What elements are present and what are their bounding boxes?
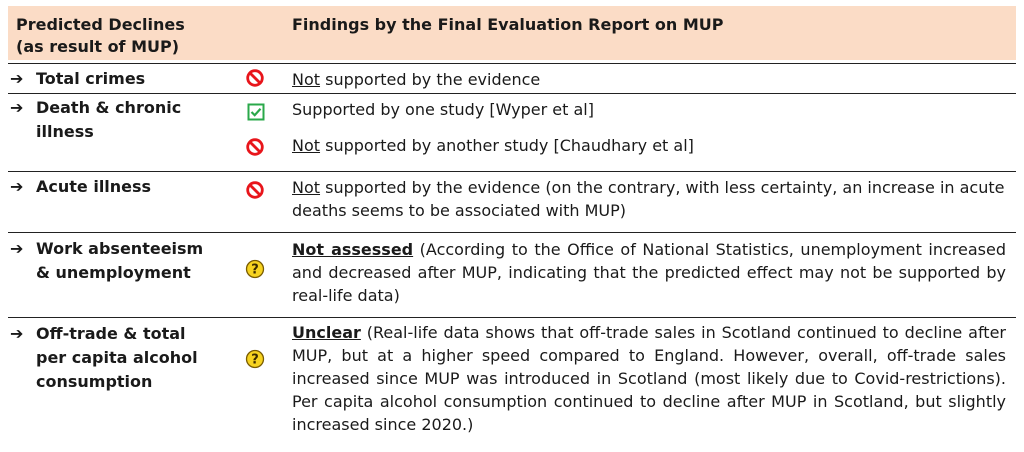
category-label: per capita alcohol — [36, 348, 198, 367]
arrow-icon: ➔ — [10, 177, 24, 196]
finding-lead: Not — [292, 178, 321, 197]
finding-text: Supported by one study [Wyper et al] — [292, 100, 594, 119]
finding-death-not-supported — [292, 134, 1006, 157]
svg-text:?: ? — [251, 352, 259, 368]
arrow-icon: ➔ — [10, 324, 24, 343]
row-separator — [8, 171, 1016, 172]
category-label: consumption — [36, 372, 153, 391]
finding-off-trade — [292, 321, 1006, 436]
finding-lead: Not — [292, 70, 321, 89]
category-label: Death & chronic — [36, 98, 182, 117]
category-label: Work absenteeism — [36, 239, 204, 258]
category-acute-illness — [10, 175, 151, 199]
finding-text: supported by the evidence — [320, 70, 541, 89]
arrow-icon: ➔ — [10, 239, 24, 258]
finding-text: supported by another study [Chaudhary et al] — [320, 136, 694, 155]
category-death-chronic-illness — [10, 96, 181, 144]
row-separator — [8, 317, 1016, 318]
finding-work-absenteeism — [292, 238, 1006, 307]
finding-text: (According to the Office of National Statistics, unemployment increased and decreased after MUP, indicating that the predicted effect may not be supported by real-life data) — [292, 240, 1006, 305]
category-label: Acute illness — [36, 177, 152, 196]
checkbox-icon — [246, 102, 266, 122]
finding-text: (Real-life data shows that off-trade sales in Scotland continued to decline after MUP, but at a higher speed compared to England. However, overall, off-trade sales increased since MUP was introduced in Scotland (most likely due to Covid-restrictions). Per capita alcohol consumption continued to decline after MUP in Scotland, but slightly increased since 2020.) — [292, 323, 1006, 434]
prohibited-icon — [245, 137, 265, 157]
finding-acute-illness — [292, 176, 1006, 222]
question-icon — [245, 349, 265, 369]
category-label: illness — [36, 122, 94, 141]
row-separator — [8, 63, 1016, 64]
category-label: Off-trade & total — [36, 324, 186, 343]
arrow-icon: ➔ — [10, 69, 24, 88]
prohibited-icon — [245, 68, 265, 88]
header-col1-line2: (as result of MUP) — [16, 37, 180, 56]
header-predicted-declines — [16, 14, 185, 58]
category-work-absenteeism — [10, 237, 203, 285]
category-total-crimes — [10, 67, 145, 91]
finding-total-crimes — [292, 68, 1006, 91]
table-header — [8, 6, 1016, 60]
finding-text: supported by the evidence (on the contrary, with less certainty, an increase in acute deaths seems to be associated with MUP) — [292, 178, 1005, 220]
category-label: Total crimes — [36, 69, 146, 88]
finding-lead: Unclear — [292, 323, 361, 342]
arrow-icon: ➔ — [10, 98, 24, 117]
finding-lead: Not assessed — [292, 240, 414, 259]
row-separator — [8, 93, 1016, 94]
row-separator — [8, 232, 1016, 233]
finding-lead: Not — [292, 136, 321, 155]
header-col1-line1: Predicted Declines — [16, 15, 185, 34]
prohibited-icon — [245, 180, 265, 200]
category-label: & unemployment — [36, 263, 191, 282]
header-findings: Findings by the Final Evaluation Report on MUP — [292, 15, 724, 34]
finding-death-supported — [292, 98, 1006, 121]
category-off-trade — [10, 322, 198, 394]
svg-text:?: ? — [251, 262, 259, 278]
question-icon — [245, 259, 265, 279]
